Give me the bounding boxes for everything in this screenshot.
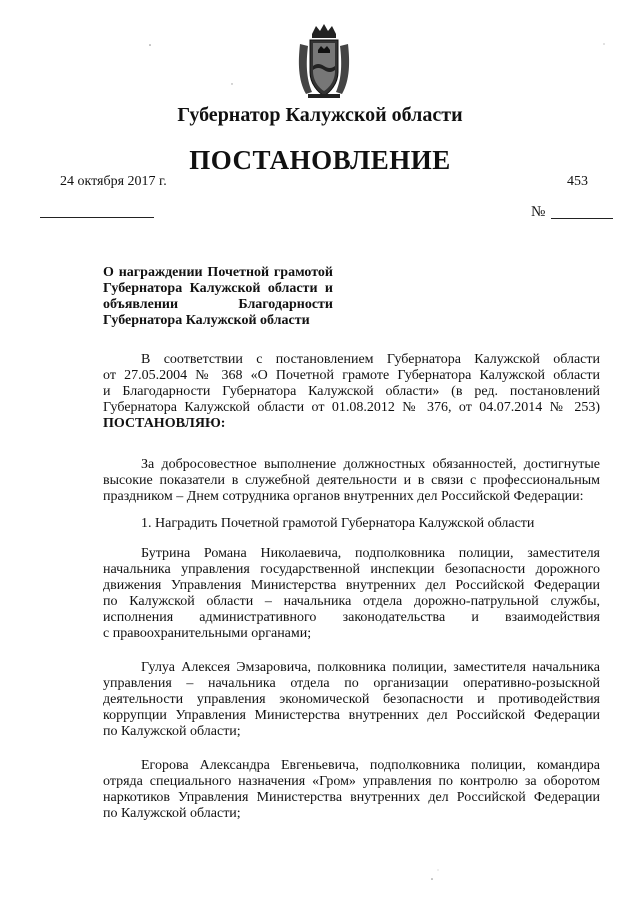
text-line: коррупции Управления Министерства внутренних дел Российской Федерации (103, 708, 600, 723)
text-line: управления – начальника отдела по организации оперативно-розыскной (103, 676, 600, 691)
number-sign: № (531, 204, 546, 220)
text-line: высокие показатели в служебной деятельности и в связи с профессиональным (103, 473, 600, 488)
text-line: по Калужской области – начальника отдела дорожно-патрульной службы, (103, 594, 600, 609)
text-line: Егорова Александра Евгеньевича, подполковника полиции, командира (141, 758, 600, 773)
text-line: по Калужской области; (103, 724, 241, 739)
text-line: по Калужской области; (103, 806, 241, 821)
text-line: За добросовестное выполнение должностных обязанностей, достигнутые (141, 457, 600, 472)
text-line: исполнения административного законодательства и взаимодействия (103, 610, 600, 625)
text-line: Гулуа Алексея Эмзаровича, полковника полиции, заместителя начальника (141, 660, 600, 675)
subject-line: Губернатора Калужской области и (103, 281, 333, 296)
text-line: Бутрина Романа Николаевича, подполковника полиции, заместителя (141, 546, 600, 561)
text-line: В соответствии с постановлением Губернатора Калужской области (141, 352, 600, 367)
resolve-word: ПОСТАНОВЛЯЮ: (103, 416, 226, 431)
organization-title: Губернатор Калужской области (177, 104, 463, 126)
text-line: праздником – Днем сотрудника органов внутренних дел Российской Федерации: (103, 489, 584, 504)
text-line: с правоохранительными органами; (103, 626, 312, 641)
document-date: 24 октября 2017 г. (60, 174, 167, 189)
text-line: деятельности управления экономической безопасности и противодействия (103, 692, 600, 707)
text-line: начальника управления государственной инспекции безопасности дорожного (103, 562, 600, 577)
subject-line: О награждении Почетной грамотой (103, 265, 333, 280)
text-line: от 27.05.2004 № 368 «О Почетной грамоте Губернатора Калужской области (103, 368, 600, 383)
text-line: и Благодарности Губернатора Калужской области» (в ред. постановлений (103, 384, 600, 399)
text-line: наркотиков Управления Министерства внутренних дел Российской Федерации (103, 790, 600, 805)
text-line: движения Управления Министерства внутренних дел Российской Федерации (103, 578, 600, 593)
subject-line: Губернатора Калужской области (103, 313, 310, 328)
text-line: Губернатора Калужской области от 01.08.2012 № 376, от 04.07.2014 № 253) (103, 400, 600, 415)
text-line: отряда специального назначения «Гром» управления по контролю за оборотом (103, 774, 600, 789)
text-line: 1. Наградить Почетной грамотой Губернатора Калужской области (141, 516, 535, 531)
subject-line: объявлении Благодарности (103, 297, 333, 312)
document-number: 453 (567, 174, 588, 189)
document-type: ПОСТАНОВЛЕНИЕ (189, 145, 451, 175)
